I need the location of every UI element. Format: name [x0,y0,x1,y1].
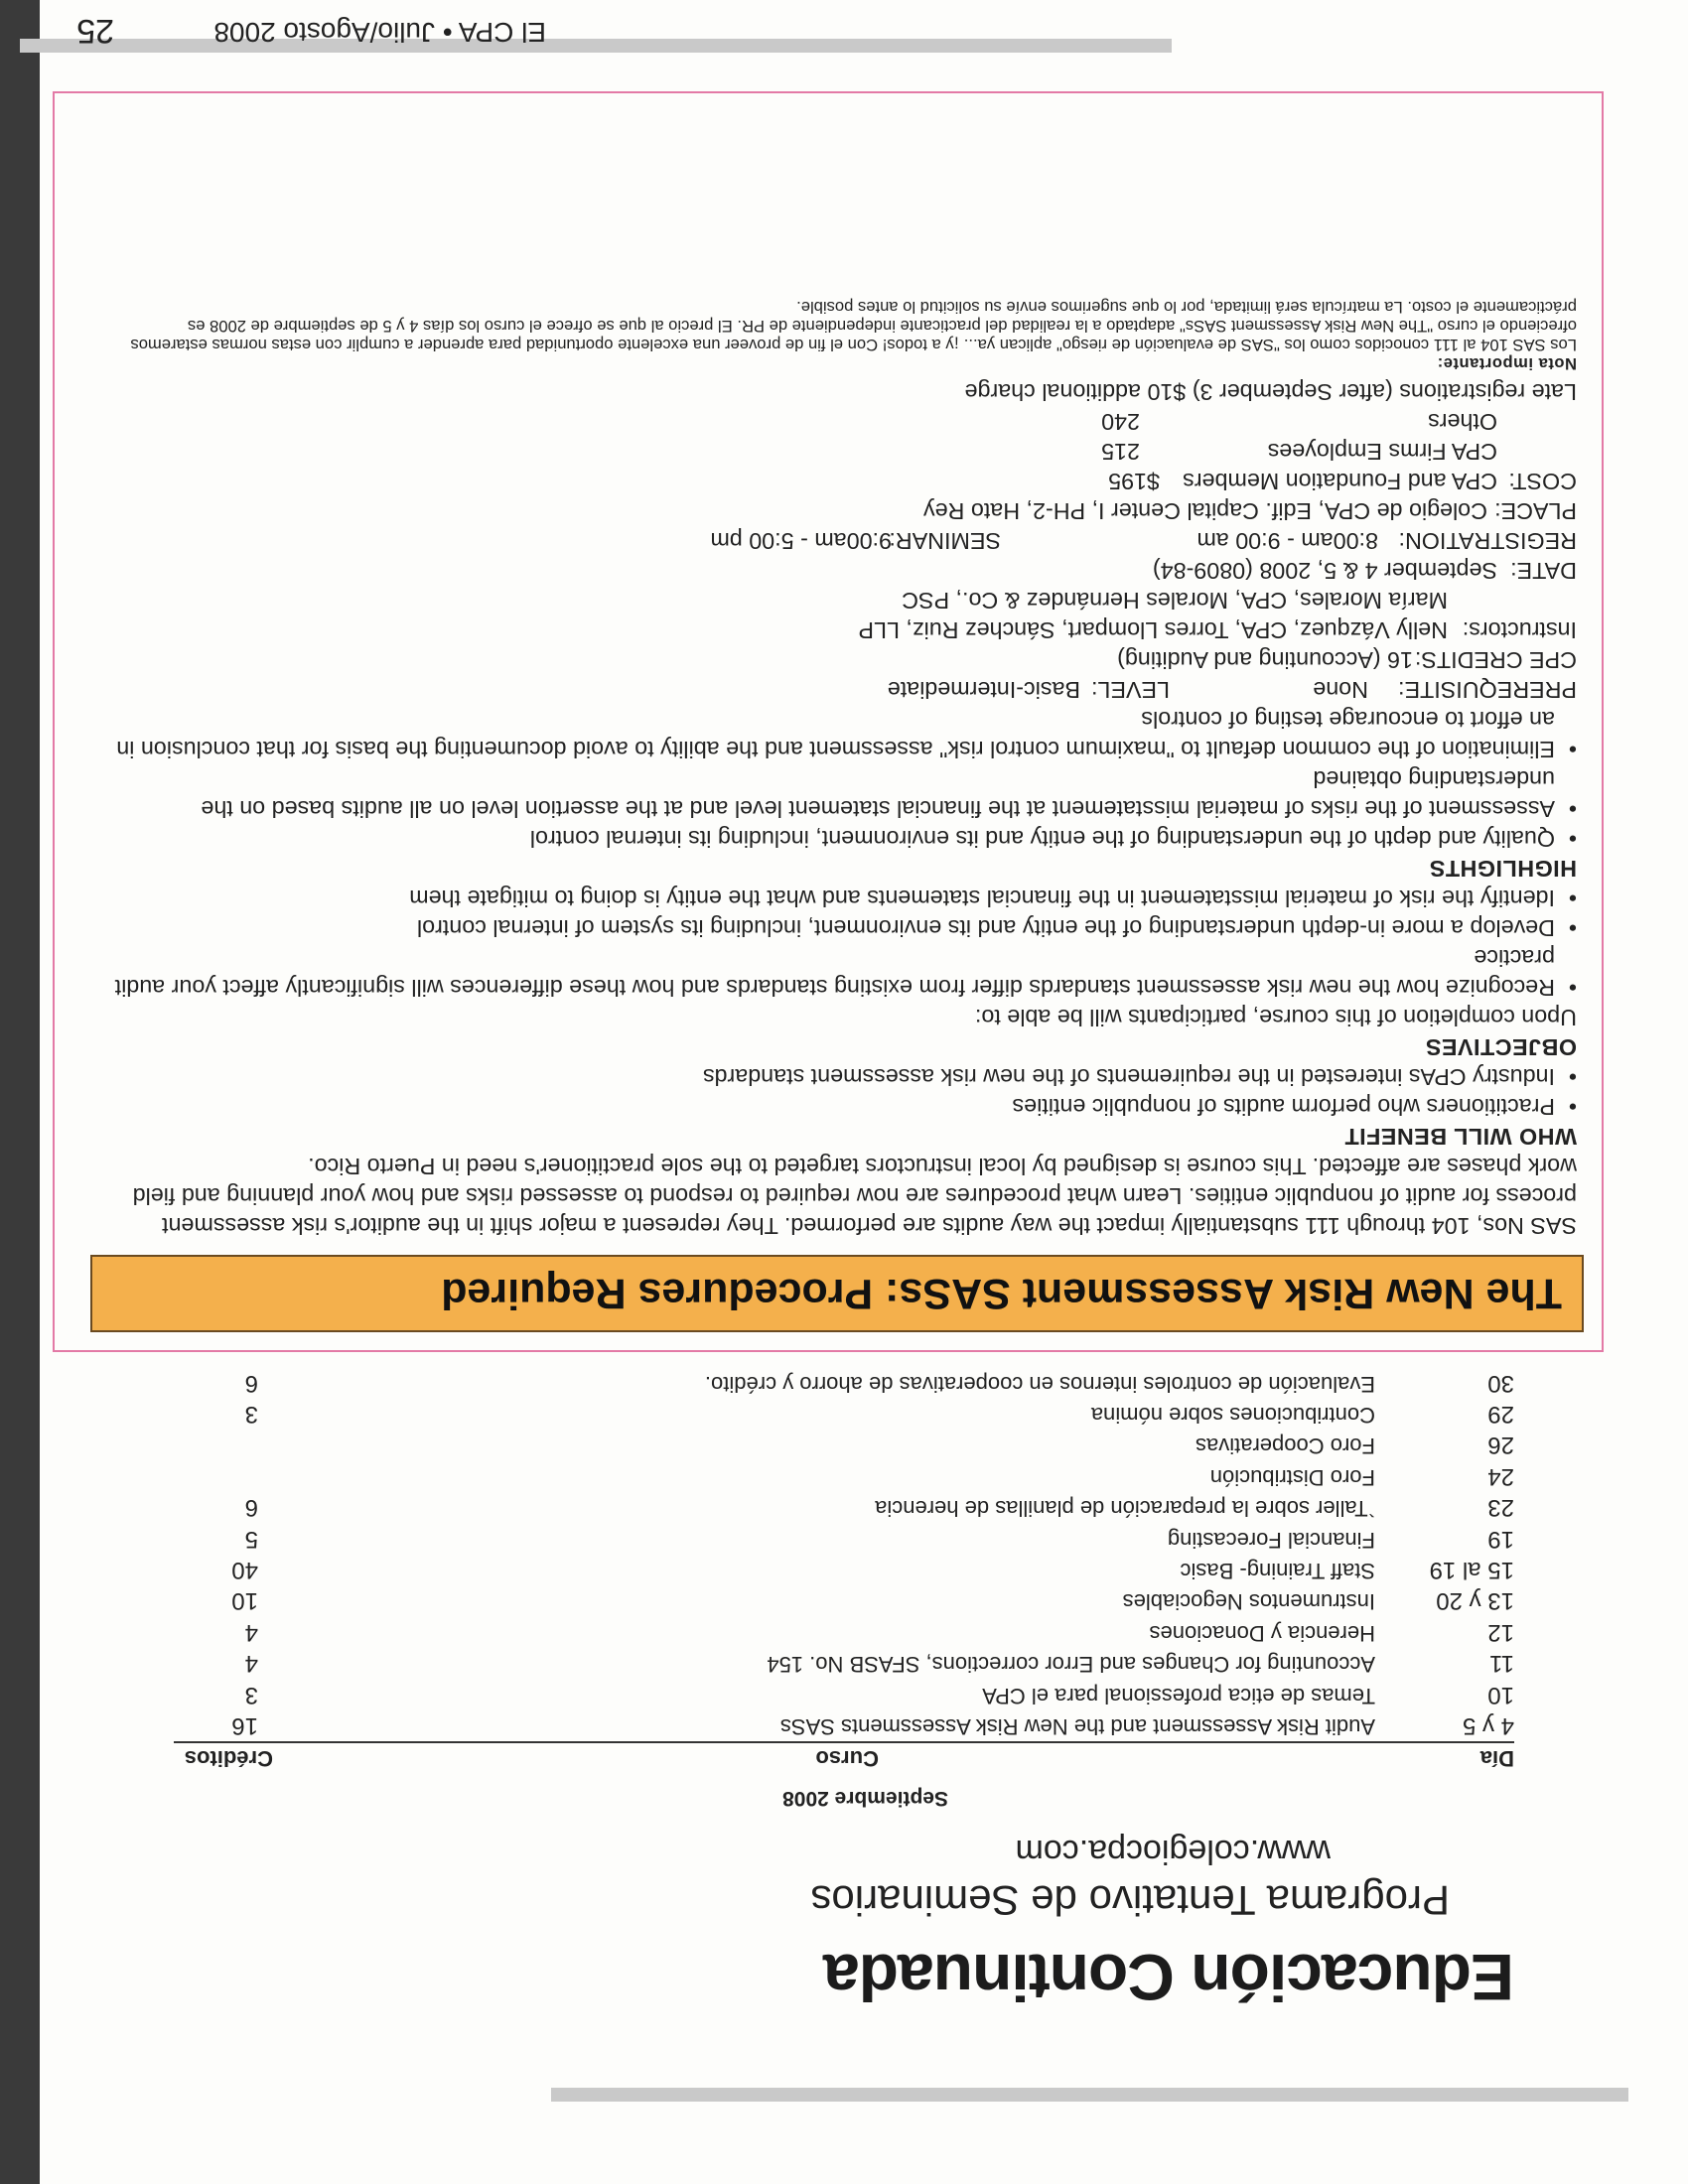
table-row [174,1555,1514,1585]
row-creditos: 5 [244,1525,258,1553]
row-curso: Evaluación de controles internos en cooperativas de ahorro y crédito. [704,1371,1375,1397]
row-creditos: 4 [244,1618,258,1646]
prerequisite-level-line [87,675,1577,705]
bottom-rule [20,39,1172,53]
row-dia: 26 [1487,1432,1514,1459]
list-item: • Identify the risk of material misstatement in the financial statements and what the entity is doing to mitigate them [87,884,1577,913]
seminar-title: The New Risk Assessment SASs: Procedures Required [90,1255,1584,1332]
level-value: Basic-Intermediate [887,677,1080,703]
list-item: • Practitioners who perform audits of nonpublic entities [87,1092,1577,1122]
seminar-time-value: 9:00am - 5:00 pm [710,528,892,554]
row-dia: 12 [1487,1618,1514,1646]
row-creditos: 6 [244,1494,258,1522]
row-creditos: 3 [244,1401,258,1429]
row-dia: 15 al 19 [1429,1557,1514,1584]
instructors-label: Instructors: [1462,617,1577,643]
schedule-table [174,1367,1514,1773]
objectives-intro: Upon completion of this course, participants will be able to: [974,1005,1577,1030]
schedule-month: Septiembre 2008 [782,1787,948,1810]
who-benefit-header: WHO WILL BENEFIT [1343,1124,1577,1150]
row-creditos: 40 [231,1557,258,1584]
row-dia: 29 [1487,1401,1514,1429]
list-item: • Assessment of the risks of material misstatement at the financial statement level and at the assertion level on all audits based on the understanding obtained [87,764,1577,824]
table-row [174,1710,1514,1741]
table-row [174,1430,1514,1460]
row-curso: Accounting for Changes and Error corrections, SFASB No. 154 [767,1652,1375,1678]
row-dia: 13 y 20 [1436,1587,1514,1615]
row-dia: 19 [1487,1525,1514,1553]
objectives-header: OBJECTIVES [1425,1034,1577,1060]
publication-footer: El CPA • Julio/Agosto 2008 [213,17,546,48]
table-row [174,1585,1514,1616]
row-curso: Herencia y Donaciones [1149,1620,1375,1646]
row-curso: Temas de etica professional para el CPA [982,1683,1375,1708]
place-line [87,496,1577,526]
highlights-header: HIGHLIGHTS [1429,856,1577,882]
row-dia: 4 y 5 [1462,1712,1514,1739]
date-label: DATE: [1510,558,1577,584]
row-curso: Contribuciones sobre nómina [1090,1403,1375,1429]
important-note [87,298,1577,373]
cost-line [87,437,1577,467]
page-title: Educación Continuada [823,1941,1514,2014]
table-row [174,1492,1514,1523]
column-header-curso: Curso [815,1746,879,1771]
level-label: LEVEL: [1090,677,1170,703]
table-row [174,1460,1514,1491]
cost-who: CPA Firms Employees [1267,439,1497,465]
row-curso: Foro Cooperativas [1196,1433,1375,1459]
cost-label: COST: [1508,469,1577,494]
column-header-creditos: Créditos [184,1746,273,1771]
table-row [174,1616,1514,1647]
registration-line [87,526,1577,556]
place-value: Colegio de CPA, Edif. Capital Center I, PH-2, Hato Rey [922,498,1487,524]
registration-label: REGISTRATION: [1398,528,1577,554]
row-curso: Audit Risk Assessment and the New Risk Assessments SASs [779,1714,1375,1739]
row-dia: 23 [1487,1494,1514,1522]
row-curso: Financial Forecasting [1167,1527,1375,1553]
prerequisite-value: None [1313,677,1368,703]
table-row [174,1648,1514,1679]
seminar-description [87,298,1577,1241]
list-item: • Elimination of the common default to "maximum control risk" assessment and the ability to avoid documenting the basis for that conclusion in an effort to encourage testing of controls [87,705,1577,764]
place-label: PLACE: [1494,498,1577,524]
cost-line [87,407,1577,437]
seminar-time-label: SEMINAR: [889,528,1001,554]
cost-amount: 215 [1101,439,1140,465]
prerequisite-label: PREREQUISITE: [1398,677,1577,703]
row-dia: 11 [1489,1650,1514,1678]
top-rule [551,2088,1628,2102]
row-dia: 10 [1487,1681,1514,1708]
row-creditos: 4 [244,1650,258,1678]
cost-who: CPA and Foundation Members [1183,469,1497,494]
date-line [87,556,1577,586]
scan-edge [0,0,40,2184]
row-curso: Instrumentos Negociables [1122,1589,1375,1615]
row-creditos: 3 [244,1681,258,1708]
row-curso: Foro Distribución [1209,1464,1375,1490]
row-dia: 30 [1487,1369,1514,1397]
row-dia: 24 [1487,1462,1514,1490]
table-row [174,1679,1514,1709]
page-number: 25 [76,12,114,50]
note-text: Los SAS 104 al 111 conocidos como los "SAS de evaluación de riesgo" aplican ya... ¡y a todos! Con el fin de proveer una excelente oportunidad para aprender a cumplir con estas normas estaremos ofreciendo el curso "The New Risk Assessment SASs" adaptado a la realidad del practicante independiente de PR. El precio al que se ofrece el curso los días 4 y 5 de septiembre de 2008 es prácticamente el costo. La matrícula será limitada, por lo que sugerimos envíe su solicitud lo antes posible. [130,298,1577,354]
cpe-line [87,645,1577,675]
instructors-value-1: Nelly Vázquez, CPA, Torres Llompart, Sánchez Ruiz, LLP [858,617,1448,643]
list-item: • Quality and depth of the understanding of the entity and its environment, including its internal control [87,824,1577,854]
date-value: September 4 & 5, 2008 (0809-84) [1152,558,1497,584]
schedule-header-row [174,1741,1514,1773]
list-item: • Recognize how the new risk assessment standards differ from existing standards and how these differences will significantly affect your audit practice [87,943,1577,1003]
registration-value: 8:00am - 9:00 am [1196,528,1378,554]
list-item: • Industry CPAs interested in the requirements of the new risk assessment standards [87,1062,1577,1092]
cost-amount: $195 [1108,469,1160,494]
row-curso: `Taller sobre la preparación de planillas de herencia [875,1496,1375,1522]
list-item: • Develop a more in-depth understanding of the entity and its environment, including its system of internal control [87,913,1577,943]
column-header-dia: Día [1479,1746,1514,1771]
instructors-line-2 [87,586,1577,615]
row-creditos: 6 [244,1369,258,1397]
cost-line [87,467,1577,496]
cpe-label: CPE CREDITS: [1414,647,1577,673]
row-curso: Staff Training- Basic [1180,1559,1375,1584]
table-row [174,1367,1514,1398]
page-subtitle: Programa Tentativo de Seminarios [810,1877,1450,1924]
note-label: Nota importante: [1437,354,1577,373]
website-url[interactable]: www.colegiocpa.com [1015,1833,1331,1870]
seminar-intro: SAS Nos, 104 through 111 substantially impact the way audits are performed. They represent a major shift in the auditor's risk assessment process for audit of nonpublic entities. Learn what procedures are now required to respond to assessed risks and how your planning and field work phases are affected. This course is designed by local instructors targeted to the sole practitioner's need in Puerto Rico. [132,1154,1577,1239]
cost-who: Others [1428,409,1497,435]
cpe-value: 16 (Accounting and Auditing) [1117,647,1413,673]
row-creditos: 10 [231,1587,258,1615]
table-row [174,1399,1514,1430]
cost-amount: 240 [1101,409,1140,435]
row-creditos: 16 [231,1712,258,1739]
table-row [174,1523,1514,1554]
late-registration: Late registrations (after September 3) $10 additional charge [964,379,1577,405]
instructors-line [87,615,1577,645]
instructors-value-2: María Morales, CPA, Morales Hernández & Co., PSC [902,588,1448,614]
